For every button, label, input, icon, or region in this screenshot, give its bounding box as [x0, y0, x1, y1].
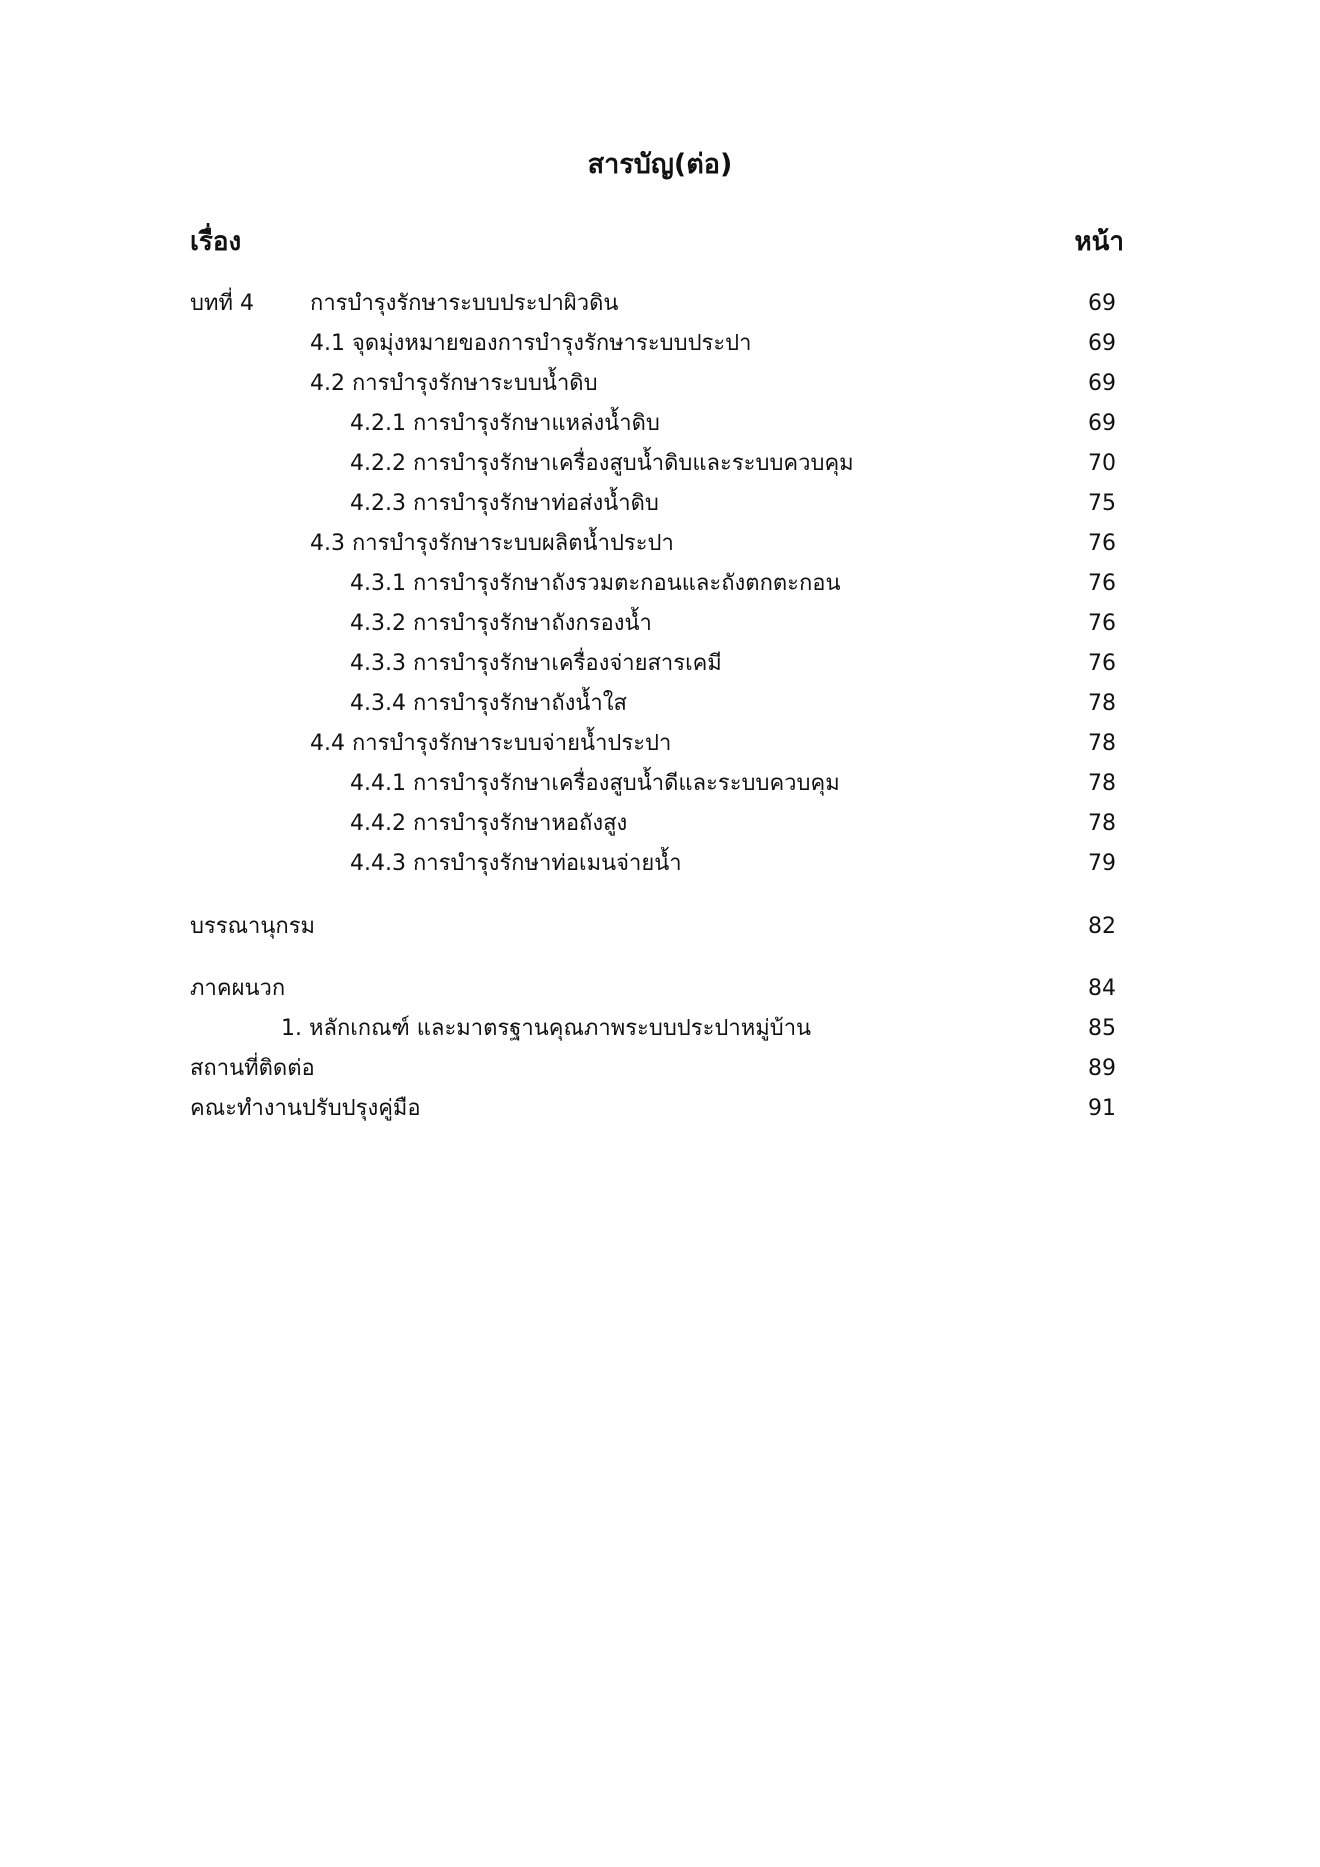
toc-entry: [0, 724, 1320, 764]
toc-entry: [0, 444, 1320, 484]
toc-entry: [0, 804, 1320, 844]
page-column-header: หน้า: [1074, 227, 1124, 257]
toc-entry: [0, 524, 1320, 564]
toc-page-number: 84: [1088, 976, 1116, 1001]
toc-entry-label: 4.3.1 การบำรุงรักษาถังรวมตะกอนและถังตกตะกอน: [350, 571, 841, 596]
toc-entry: [0, 604, 1320, 644]
toc-entry: [0, 644, 1320, 684]
toc-page-number: 78: [1088, 771, 1116, 796]
toc-entry-label: 4.3 การบำรุงรักษาระบบผลิตน้ำประปา: [310, 531, 674, 556]
toc-page-number: 69: [1088, 371, 1116, 396]
page-title: สารบัญ(ต่อ): [587, 149, 733, 180]
toc-entry-label: 4.3.2 การบำรุงรักษาถังกรองน้ำ: [350, 611, 652, 636]
toc-entry-label: บรรณานุกรม: [190, 914, 316, 939]
toc-entry-label: ภาคผนวก: [190, 976, 286, 1001]
toc-page-number: 79: [1088, 851, 1116, 876]
toc-entry-label: 4.1 จุดมุ่งหมายของการบำรุงรักษาระบบประปา: [310, 331, 752, 356]
toc-entry-label: การบำรุงรักษาระบบประปาผิวดิน: [310, 291, 619, 316]
toc-entry-label: 4.4.2 การบำรุงรักษาหอถังสูง: [350, 811, 628, 836]
toc-entry: [0, 484, 1320, 524]
toc-entry-label: 4.2.2 การบำรุงรักษาเครื่องสูบน้ำดิบและระบบควบคุม: [350, 451, 854, 476]
toc-page-number: 91: [1088, 1096, 1116, 1121]
toc-entry-chapter-4: [0, 284, 1320, 324]
toc-entry-label: 4.2 การบำรุงรักษาระบบน้ำดิบ: [310, 371, 598, 396]
toc-entry: [0, 684, 1320, 724]
toc-page-number: 70: [1088, 451, 1116, 476]
toc-page-number: 69: [1088, 331, 1116, 356]
toc-entry: [0, 764, 1320, 804]
toc-entry: [0, 324, 1320, 364]
toc-page-number: 76: [1088, 611, 1116, 636]
toc-entry-label: 4.2.3 การบำรุงรักษาท่อส่งน้ำดิบ: [350, 491, 659, 516]
toc-page-number: 76: [1088, 531, 1116, 556]
toc-page-number: 78: [1088, 811, 1116, 836]
toc-page-number: 76: [1088, 651, 1116, 676]
toc-entry-label: 4.3.4 การบำรุงรักษาถังน้ำใส: [350, 691, 627, 716]
toc-entry-label: คณะทำงานปรับปรุงคู่มือ: [190, 1096, 421, 1121]
topic-column-header: เรื่อง: [190, 227, 242, 257]
toc-entry-label: สถานที่ติดต่อ: [190, 1056, 315, 1081]
toc-entry: [0, 1009, 1320, 1049]
toc-page-number: 78: [1088, 691, 1116, 716]
toc-page-number: 76: [1088, 571, 1116, 596]
toc-entry: [0, 404, 1320, 444]
toc-entry-label: 4.4 การบำรุงรักษาระบบจ่ายน้ำประปา: [310, 731, 672, 756]
toc-entry-appendix: [0, 969, 1320, 1009]
toc-entry-label: 4.3.3 การบำรุงรักษาเครื่องจ่ายสารเคมี: [350, 651, 722, 676]
toc-page-number: 85: [1088, 1016, 1116, 1041]
toc-entry: [0, 364, 1320, 404]
toc-page-number: 69: [1088, 291, 1116, 316]
toc-page-number: 69: [1088, 411, 1116, 436]
toc-entry-label: 4.4.1 การบำรุงรักษาเครื่องสูบน้ำดีและระบบควบคุม: [350, 771, 840, 796]
toc-entry: [0, 564, 1320, 604]
toc-entry-label: 1. หลักเกณฑ์ และมาตรฐานคุณภาพระบบประปาหมู่บ้าน: [281, 1016, 812, 1041]
toc-entry-label: 4.4.3 การบำรุงรักษาท่อเมนจ่ายน้ำ: [350, 851, 682, 876]
toc-page-number: 82: [1088, 914, 1116, 939]
toc-entry-label: 4.2.1 การบำรุงรักษาแหล่งน้ำดิบ: [350, 411, 660, 436]
chapter-number: บทที่ 4: [190, 291, 254, 316]
toc-page-number: 75: [1088, 491, 1116, 516]
toc-page-number: 89: [1088, 1056, 1116, 1081]
toc-entry-working-group: [0, 1089, 1320, 1129]
toc-entry-bibliography: [0, 907, 1320, 947]
toc-entry: [0, 844, 1320, 884]
toc-page-number: 78: [1088, 731, 1116, 756]
toc-entry-contacts: [0, 1049, 1320, 1089]
